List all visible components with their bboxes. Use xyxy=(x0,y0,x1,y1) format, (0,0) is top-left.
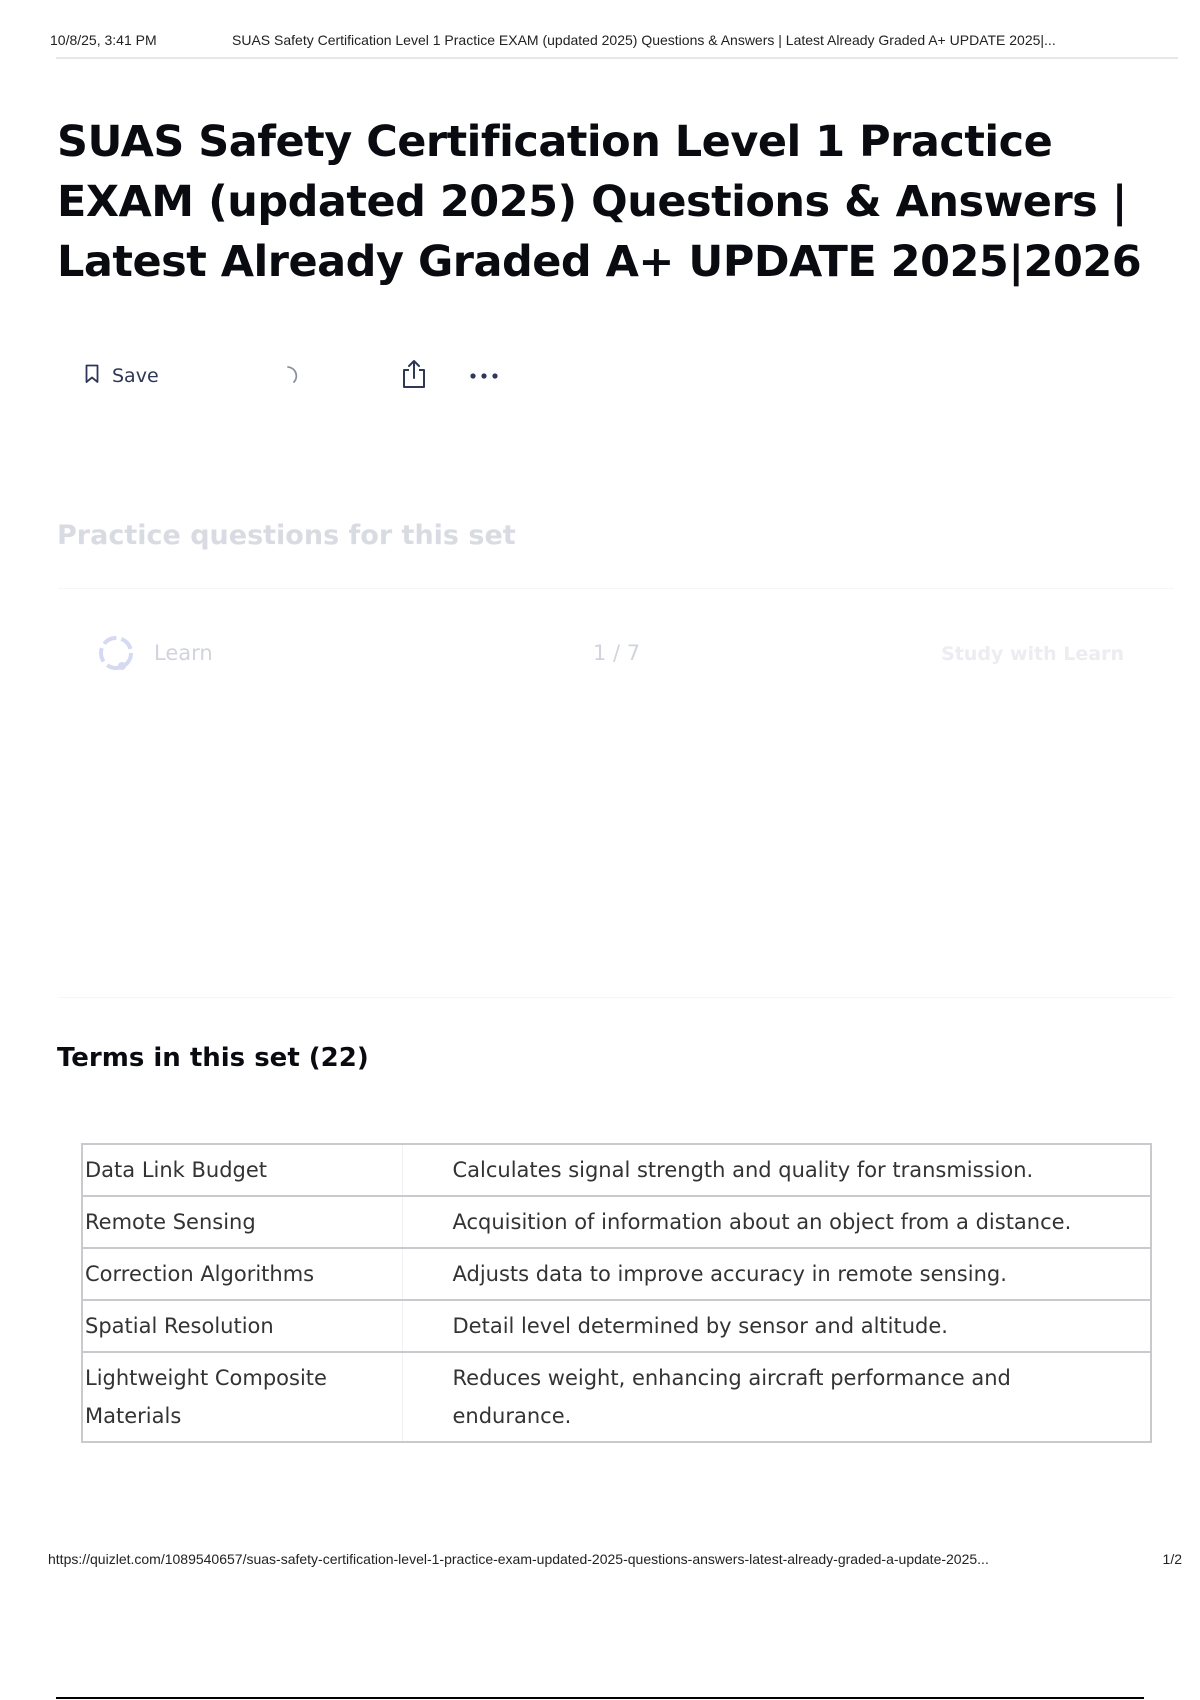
bookmark-icon xyxy=(84,364,100,389)
print-doc-title: SUAS Safety Certification Level 1 Practice EXAM (updated 2025) Questions & Answers | Latest Already Graded A+ UPDATE 2025|... xyxy=(232,32,1056,48)
definition-cell: Detail level determined by sensor and altitude. xyxy=(402,1300,1151,1352)
term-cell: Spatial Resolution xyxy=(82,1300,402,1352)
terms-heading: Terms in this set (22) xyxy=(57,1043,369,1073)
more-options-button[interactable] xyxy=(464,358,504,394)
table-row xyxy=(82,1248,1151,1300)
print-date: 10/8/25, 3:41 PM xyxy=(50,32,157,48)
learn-row xyxy=(58,631,1174,675)
definition-cell: Reduces weight, enhancing aircraft performance and endurance. xyxy=(402,1352,1151,1442)
save-button-label: Save xyxy=(112,365,159,387)
header-divider xyxy=(56,57,1178,59)
terms-table xyxy=(81,1143,1152,1443)
share-icon xyxy=(401,359,427,394)
question-counter: 1 / 7 xyxy=(593,641,641,665)
learn-practice-card xyxy=(58,588,1174,998)
print-url: https://quizlet.com/1089540657/suas-safety-certification-level-1-practice-exam-updated-2025-questions-answers-latest-already-graded-a-update-2025... xyxy=(48,1551,989,1567)
study-with-learn-link[interactable]: Study with Learn xyxy=(941,643,1124,665)
learn-progress-icon xyxy=(96,633,136,673)
more-options-icon xyxy=(469,367,499,385)
definition-cell: Acquisition of information about an object from a distance. xyxy=(402,1196,1151,1248)
table-row xyxy=(82,1144,1151,1196)
practice-questions-heading: Practice questions for this set xyxy=(57,520,516,551)
learn-label: Learn xyxy=(154,641,213,665)
term-cell: Lightweight Composite Materials xyxy=(82,1352,402,1442)
page-title: SUAS Safety Certification Level 1 Practice EXAM (updated 2025) Questions & Answers | Latest Already Graded A+ UPDATE 2025|2026 xyxy=(57,117,1142,287)
definition-cell: Adjusts data to improve accuracy in remote sensing. xyxy=(402,1248,1151,1300)
share-button[interactable] xyxy=(396,358,432,394)
save-button[interactable] xyxy=(84,358,184,394)
table-row xyxy=(82,1352,1151,1442)
table-row xyxy=(82,1196,1151,1248)
term-cell: Remote Sensing xyxy=(82,1196,402,1248)
loading-spinner-icon xyxy=(270,358,306,394)
bottom-divider xyxy=(56,1697,1144,1699)
term-cell: Correction Algorithms xyxy=(82,1248,402,1300)
definition-cell: Calculates signal strength and quality for transmission. xyxy=(402,1144,1151,1196)
table-row xyxy=(82,1300,1151,1352)
page-number: 1/2 xyxy=(1162,1551,1182,1567)
term-cell: Data Link Budget xyxy=(82,1144,402,1196)
